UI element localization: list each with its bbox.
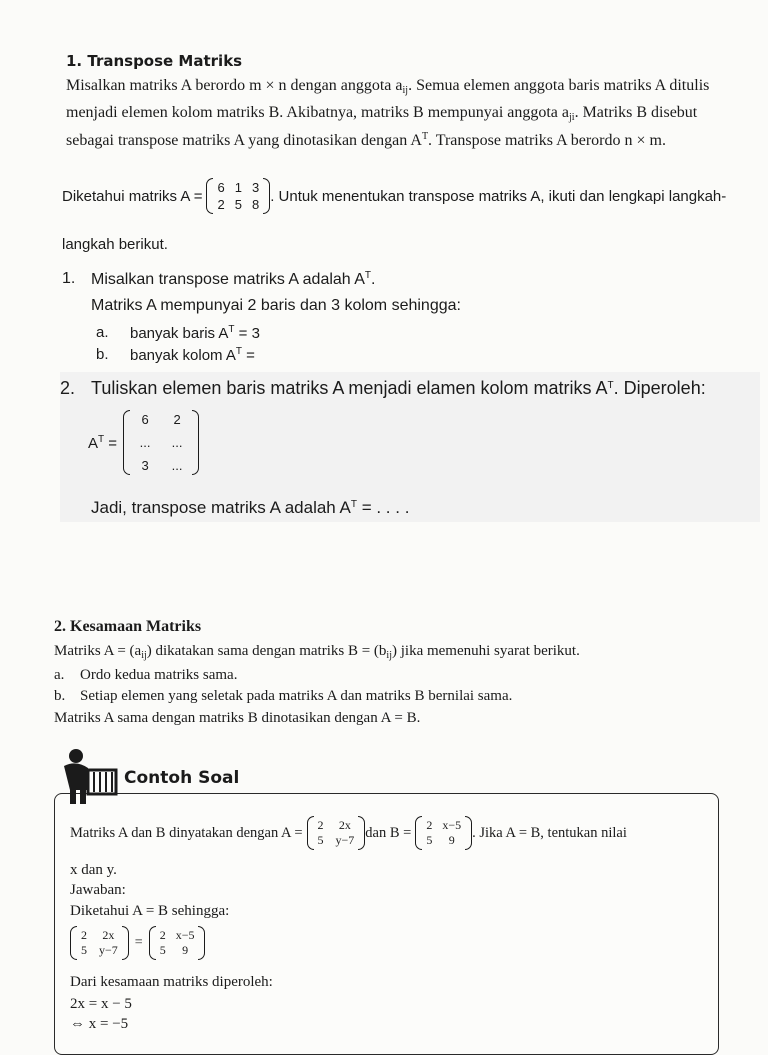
- intro-text: Misalkan matriks A berordo m × n dengan anggota a: [66, 77, 403, 94]
- matrix-cell: y−7: [99, 943, 118, 957]
- def-text: ) jika memenuhi syarat berikut.: [391, 643, 580, 659]
- eq-matrix-right-grid: [156, 926, 199, 960]
- matrix-cell: 5: [159, 943, 166, 957]
- equals: =: [104, 434, 118, 452]
- intro-text: . Transpose matriks A berordo n × m.: [428, 132, 666, 149]
- step-text: = 3: [234, 325, 260, 342]
- right-bracket: [263, 178, 270, 214]
- matrix-cell: 2: [173, 412, 181, 427]
- right-bracket: [198, 926, 205, 960]
- cond-b: Setiap elemen yang seletak pada matriks A dan matriks B bernilai sama.: [80, 688, 513, 704]
- cond-a-label: a.: [54, 667, 65, 683]
- step1-b: [130, 346, 255, 364]
- right-bracket: [192, 410, 199, 475]
- step-text: Tuliskan elemen baris matriks A menjadi elamen kolom matriks A: [91, 378, 608, 398]
- matrix-cell: y−7: [335, 833, 355, 847]
- superscript: T: [98, 433, 105, 445]
- matrix-cell: 9: [448, 833, 455, 847]
- matrix-a-example: [307, 816, 366, 850]
- matrix-cell: ...: [171, 435, 183, 450]
- matrix-cell: 8: [251, 197, 260, 212]
- question-line: [70, 816, 627, 850]
- matrix-cell: 2x: [102, 928, 115, 942]
- step-text: . Diperoleh:: [613, 378, 706, 398]
- at-label: [88, 434, 117, 452]
- equation-1: 2x = x − 5: [70, 996, 132, 1012]
- def-text: ) dikatakan sama dengan matriks B = (b: [146, 643, 387, 659]
- intro-text: . Matriks B disebut: [574, 104, 698, 121]
- step-text: banyak baris A: [130, 325, 229, 342]
- step1-line2: Matriks A mempunyai 2 baris dan 3 kolom sehingga:: [91, 297, 461, 314]
- left-bracket: [149, 926, 156, 960]
- matrix-cell: 2: [159, 928, 166, 942]
- matrix-at-grid: [130, 410, 192, 475]
- matrix-cell: 2: [81, 928, 87, 942]
- step2-number: 2.: [60, 378, 76, 398]
- matrix-at: [123, 410, 199, 475]
- matrix-a: [206, 178, 270, 214]
- step1-number: 1.: [62, 270, 76, 287]
- matrix-cell: 6: [141, 412, 149, 427]
- intro-line-1: [66, 77, 709, 96]
- subscript: ji: [569, 112, 575, 123]
- section2-heading: 2. Kesamaan Matriks: [54, 618, 202, 635]
- step2-text: [91, 378, 706, 399]
- conclusion: [91, 498, 409, 518]
- at-matrix-line: [88, 410, 199, 475]
- matrix-cell: 6: [217, 180, 225, 195]
- left-bracket: [415, 816, 422, 850]
- matrix-cell: x−5: [442, 818, 462, 832]
- equation-matrices: [70, 926, 205, 960]
- step1-b-label: b.: [96, 346, 109, 363]
- matrix-a-example-grid: [314, 816, 359, 850]
- matrix-b-example-grid: [422, 816, 465, 850]
- matrix-cell: 9: [182, 943, 189, 957]
- given-line: [62, 178, 726, 214]
- matrix-cell: 3: [251, 180, 260, 195]
- step-text: =: [242, 347, 255, 364]
- jawaban-label: Jawaban:: [70, 882, 126, 898]
- given-text: Diketahui matriks A =: [62, 187, 203, 205]
- given-line-2: langkah berikut.: [62, 236, 168, 253]
- subscript: ij: [141, 650, 147, 661]
- derived-line: Dari kesamaan matriks diperoleh:: [70, 974, 273, 990]
- intro-text: menjadi elemen kolom matriks B. Akibatnya, matriks B mempunyai anggota a: [66, 104, 570, 121]
- question-line-2: x dan y.: [70, 862, 117, 878]
- right-bracket: [358, 816, 365, 850]
- left-bracket: [123, 410, 130, 475]
- matrix-cell: ...: [171, 458, 183, 473]
- equation-2: ⇔ x = −5: [70, 1016, 129, 1032]
- given-text: . Untuk menentukan transpose matriks A, ikuti dan lengkapi langkah-: [270, 187, 727, 205]
- contoh-soal-title: Contoh Soal: [124, 768, 240, 788]
- left-bracket: [307, 816, 314, 850]
- eq-matrix-left: [70, 926, 129, 960]
- right-bracket: [122, 926, 129, 960]
- step1-a: [130, 324, 260, 342]
- step-text: Misalkan transpose matriks A adalah A: [91, 271, 365, 288]
- equals: =: [134, 935, 143, 950]
- subscript: ij: [402, 85, 409, 96]
- matrix-cell: 5: [426, 833, 433, 847]
- superscript: T: [350, 499, 357, 510]
- matrix-cell: 1: [234, 180, 242, 195]
- matrix-cell: 3: [141, 458, 149, 473]
- conclusion-text: = . . . .: [356, 498, 410, 517]
- intro-text: . Semua elemen anggota baris matriks A ditulis: [408, 77, 710, 94]
- question-text: dan B =: [365, 824, 412, 841]
- reading-figure-icon: [58, 746, 120, 808]
- matrix-cell: 5: [317, 833, 324, 847]
- intro-line-2: [66, 104, 697, 123]
- eq-matrix-left-grid: [77, 926, 122, 960]
- right-bracket: [465, 816, 472, 850]
- matrix-a-grid: [213, 178, 263, 214]
- question-text: . Jika A = B, tentukan nilai: [472, 824, 627, 841]
- cond-a: Ordo kedua matriks sama.: [80, 667, 238, 683]
- step1-a-label: a.: [96, 324, 109, 341]
- step-text: .: [371, 271, 376, 288]
- at-letter: A: [88, 434, 99, 452]
- eq-matrix-right: [149, 926, 206, 960]
- step-text: banyak kolom A: [130, 347, 236, 364]
- def-text: Matriks A = (a: [54, 643, 142, 659]
- known-line: Diketahui A = B sehingga:: [70, 903, 230, 919]
- definition: [54, 643, 580, 661]
- subscript: ij: [386, 650, 392, 661]
- superscript: T: [235, 346, 243, 357]
- section1-heading: 1. Transpose Matriks: [66, 52, 243, 70]
- matrix-cell: x−5: [175, 928, 195, 942]
- matrix-cell: 2: [426, 818, 433, 832]
- matrix-cell: 5: [81, 943, 87, 957]
- question-text: Matriks A dan B dinyatakan dengan A =: [70, 824, 303, 841]
- matrix-b-example: [415, 816, 472, 850]
- matrix-cell: 2: [317, 818, 324, 832]
- left-bracket: [206, 178, 213, 214]
- matrix-cell: ...: [139, 435, 151, 450]
- matrix-cell: 5: [234, 197, 242, 212]
- step1-text: [91, 270, 375, 289]
- cond-b-label: b.: [54, 688, 66, 704]
- superscript: T: [607, 380, 614, 391]
- superscript: T: [364, 270, 372, 281]
- matrix-cell: 2x: [338, 818, 351, 832]
- superscript: T: [228, 324, 235, 335]
- intro-text: sebagai transpose matriks A yang dinotasikan dengan A: [66, 132, 422, 149]
- notation: Matriks A sama dengan matriks B dinotasikan dengan A = B.: [54, 710, 421, 726]
- left-bracket: [70, 926, 77, 960]
- conclusion-text: Jadi, transpose matriks A adalah A: [91, 498, 351, 517]
- matrix-cell: 2: [217, 197, 225, 212]
- intro-line-3: [66, 131, 666, 150]
- superscript: T: [421, 131, 429, 142]
